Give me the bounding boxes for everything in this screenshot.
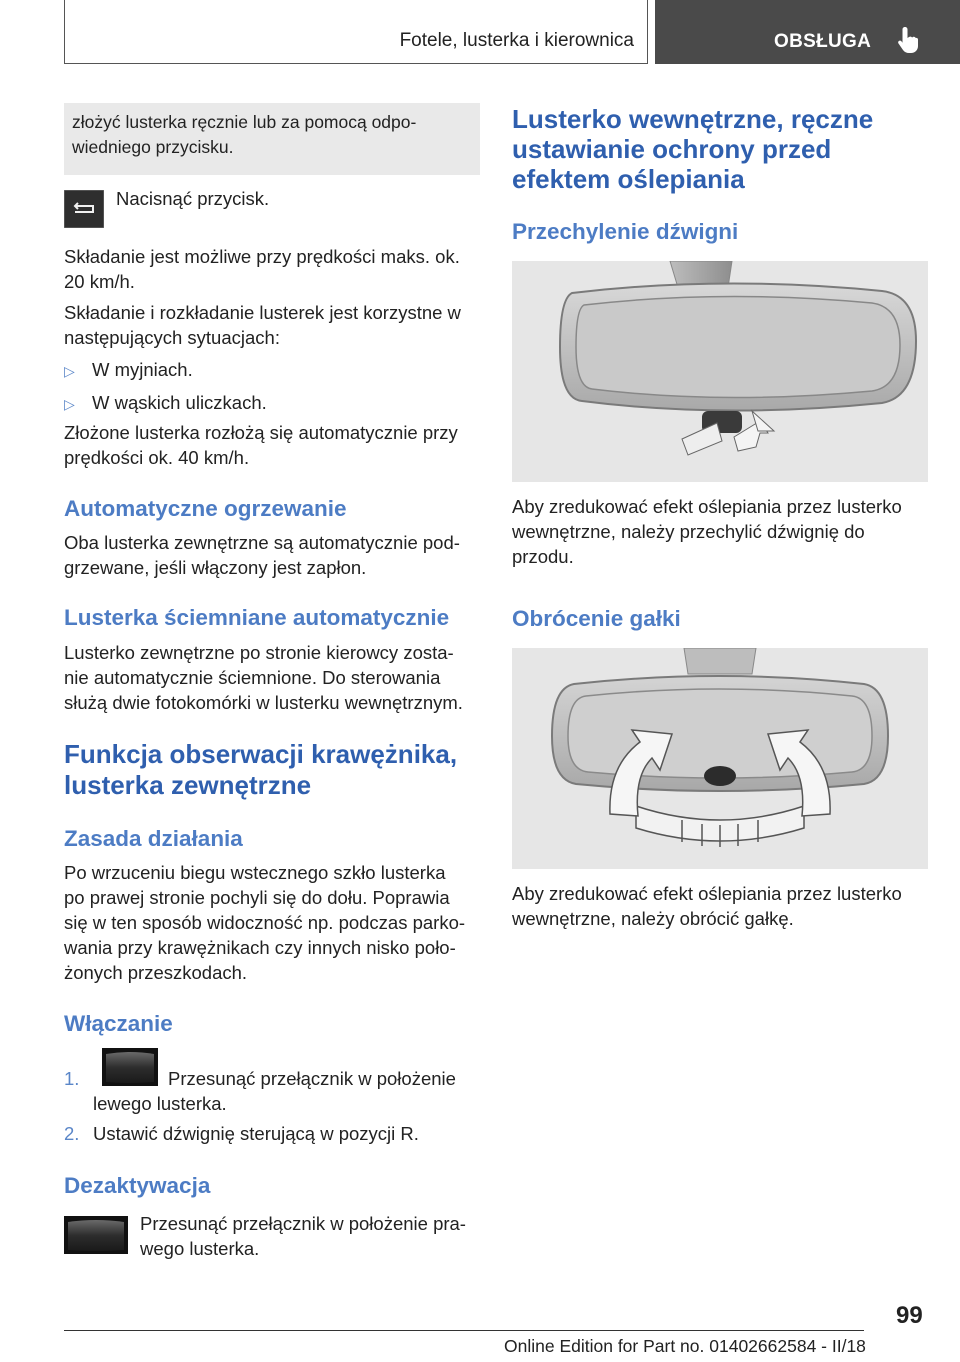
heading-dimming: Lusterka ściemniane automatycznie (64, 605, 450, 630)
mirror-knob-drawing (512, 648, 928, 869)
page-number: 99 (896, 1302, 923, 1329)
mirror-lever-illustration (512, 261, 928, 482)
mirror-lever-drawing (512, 261, 928, 482)
heading-inner-mirror: Lusterko wewnętrzne, ręczne ustawianie ochrony przed efektem oślepiania (512, 104, 874, 194)
deactivation-text: Przesunąć przełącznik w położenie pra- wego lusterka. (140, 1213, 466, 1259)
step-text: Ustawić dźwignię sterującą w pozycji R. (93, 1123, 419, 1144)
step-number: 2. (64, 1123, 80, 1144)
mirror-fold-button-icon (64, 190, 104, 228)
list-item (64, 357, 75, 384)
knob-text: Aby zredukować efekt oślepiania przez lusterko wewnętrzne, należy obrócić gałkę. (512, 883, 902, 929)
bullet-triangle-icon: ▷ (64, 396, 75, 412)
section-title: Fotele, lusterka i kierownica (399, 30, 634, 51)
fold-situations-text: Składanie i rozkładanie lusterek jest korzystne w następujących sytuacjach: (64, 302, 461, 348)
step-text-cont: lewego lusterka. (93, 1093, 227, 1114)
bullet-triangle-icon: ▷ (64, 363, 75, 379)
heading-lever: Przechylenie dźwigni (512, 219, 739, 244)
list-item-text: W myjniach. (92, 359, 193, 380)
mirror-switch-left-icon (102, 1048, 158, 1086)
list-item (64, 390, 75, 417)
mirror-knob-illustration (512, 648, 928, 869)
heading-curb-function: Funkcja obserwacji krawężnika, lusterka zewnętrzne (64, 739, 458, 800)
dimming-text: Lusterko zewnętrzne po stronie kierowcy zosta- nie automatycznie ściemnione. Do sterowania służą dwie fotokomórki w lusterku wewnętrznym. (64, 642, 463, 713)
lever-text: Aby zredukować efekt oślepiania przez lusterko wewnętrzne, należy przechylić dźwignię do przodu. (512, 496, 902, 567)
note-text: złożyć lusterka ręcznie lub za pomocą odpo- wiedniego przycisku. (72, 112, 417, 157)
fold-speed-text: Składanie jest możliwe przy prędkości maks. ok. 20 km/h. (64, 246, 460, 292)
heading-knob: Obrócenie gałki (512, 606, 681, 631)
heading-activation: Włączanie (64, 1011, 173, 1036)
heating-text: Oba lusterka zewnętrzne są automatycznie pod- grzewane, jeśli włączony jest zapłon. (64, 532, 460, 578)
footer-divider (64, 1330, 864, 1331)
footer-edition: Online Edition for Part no. 01402662584 - II/18 (504, 1336, 866, 1356)
unfold-speed-text: Złożone lusterka rozłożą się automatycznie przy prędkości ok. 40 km/h. (64, 422, 458, 468)
heading-principle: Zasada działania (64, 826, 243, 851)
mirror-switch-right-icon (64, 1216, 128, 1254)
list-item-text: W wąskich uliczkach. (92, 392, 267, 413)
principle-text: Po wrzuceniu biegu wstecznego szkło lusterka po prawej stronie pochyli się do dołu. Poprawia się w ten sposób widoczność np. podczas parko- wania przy krawężnikach czy innych nisko poło- żonych przeszkodach. (64, 862, 466, 983)
chapter-tab-label: OBSŁUGA (774, 31, 872, 52)
press-button-text: Nacisnąć przycisk. (116, 188, 270, 209)
hand-pointer-icon (896, 26, 922, 54)
heading-heating: Automatyczne ogrzewanie (64, 496, 347, 521)
step-text: Przesunąć przełącznik w położenie (168, 1068, 456, 1089)
heading-deactivation: Dezaktywacja (64, 1173, 211, 1198)
step-number: 1. (64, 1068, 80, 1089)
